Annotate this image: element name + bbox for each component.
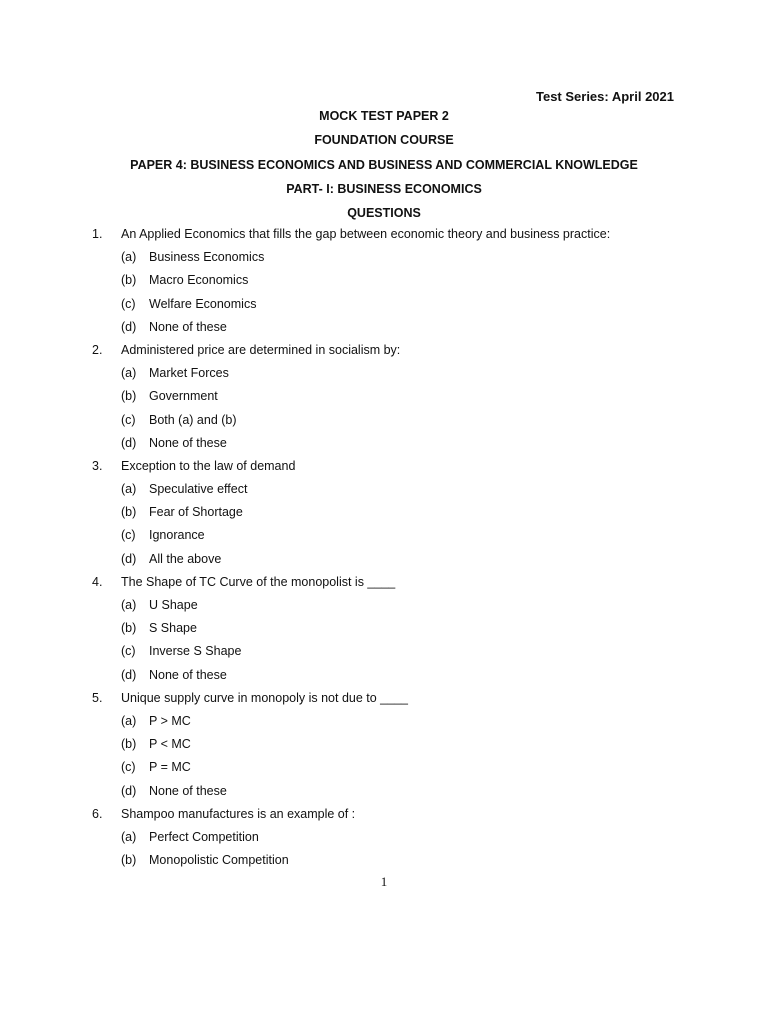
option-label: (b)	[121, 853, 137, 868]
option-label: (a)	[121, 250, 137, 265]
answer-option	[0, 620, 768, 643]
question-number: 6.	[92, 806, 103, 821]
answer-option	[0, 713, 768, 736]
answer-option	[0, 643, 768, 666]
question-text: The Shape of TC Curve of the monopolist is ____	[121, 574, 396, 589]
option-label: (d)	[121, 435, 137, 450]
question-text: An Applied Economics that fills the gap between economic theory and business practice:	[121, 227, 611, 241]
option-label: (d)	[121, 551, 137, 566]
option-label: (c)	[121, 412, 136, 427]
answer-option	[0, 783, 768, 806]
answer-option	[0, 852, 768, 875]
answer-option	[0, 365, 768, 388]
answer-option	[0, 412, 768, 435]
option-text: P = MC	[149, 760, 191, 775]
answer-option	[0, 319, 768, 342]
option-label: (c)	[121, 296, 136, 311]
paper-subject-title: PAPER 4: BUSINESS ECONOMICS AND BUSINESS AND COMMERCIAL KNOWLEDGE	[130, 157, 638, 172]
option-label: (d)	[121, 667, 137, 682]
option-text: None of these	[149, 667, 227, 682]
answer-option	[0, 272, 768, 295]
option-label: (a)	[121, 366, 137, 381]
option-text: S Shape	[149, 621, 197, 636]
answer-option	[0, 435, 768, 458]
question-list	[0, 226, 768, 875]
option-text: None of these	[149, 435, 227, 450]
option-text: P < MC	[149, 737, 191, 752]
answer-option	[0, 667, 768, 690]
question-text: Administered price are determined in socialism by:	[121, 342, 401, 357]
question-item	[0, 574, 768, 597]
option-text: Inverse S Shape	[149, 644, 242, 659]
option-text: Speculative effect	[149, 482, 248, 497]
question-number: 3.	[92, 458, 103, 473]
question-item	[0, 226, 768, 249]
option-text: None of these	[149, 319, 227, 334]
paper-title: MOCK TEST PAPER 2	[319, 109, 449, 123]
option-text: Market Forces	[149, 366, 229, 381]
answer-option	[0, 388, 768, 411]
option-label: (a)	[121, 598, 137, 612]
answer-option	[0, 759, 768, 782]
option-text: Ignorance	[149, 528, 205, 543]
answer-option	[0, 481, 768, 504]
option-label: (c)	[121, 760, 136, 775]
option-label: (b)	[121, 505, 137, 520]
option-label: (d)	[121, 783, 137, 798]
option-label: (a)	[121, 713, 137, 728]
option-label: (b)	[121, 389, 137, 404]
option-text: Business Economics	[149, 250, 265, 265]
answer-option	[0, 527, 768, 550]
page-number: 1	[380, 874, 388, 889]
answer-option	[0, 249, 768, 272]
option-label: (b)	[121, 273, 137, 288]
option-text: P > MC	[149, 713, 191, 728]
question-text: Unique supply curve in monopoly is not due to ____	[121, 690, 408, 705]
option-label: (b)	[121, 737, 137, 752]
title-block	[0, 108, 768, 229]
option-text: Monopolistic Competition	[149, 853, 289, 868]
test-series-label: Test Series: April 2021	[535, 89, 674, 104]
answer-option	[0, 829, 768, 852]
option-label: (a)	[121, 482, 137, 497]
option-text: Both (a) and (b)	[149, 412, 237, 427]
question-item	[0, 458, 768, 481]
option-text: Perfect Competition	[149, 829, 259, 844]
option-label: (d)	[121, 319, 137, 334]
option-label: (b)	[121, 621, 137, 636]
option-text: U Shape	[149, 598, 198, 612]
questions-heading: QUESTIONS	[347, 206, 421, 221]
option-text: Welfare Economics	[149, 296, 257, 311]
question-item	[0, 806, 768, 829]
answer-option	[0, 597, 768, 620]
option-text: Government	[149, 389, 218, 404]
question-item	[0, 342, 768, 365]
answer-option	[0, 504, 768, 527]
option-text: None of these	[149, 783, 227, 798]
question-number: 4.	[92, 574, 103, 589]
question-text: Exception to the law of demand	[121, 458, 296, 473]
answer-option	[0, 551, 768, 574]
question-number: 1.	[92, 227, 103, 241]
option-label: (c)	[121, 644, 136, 659]
answer-option	[0, 296, 768, 319]
option-text: Fear of Shortage	[149, 505, 243, 520]
question-item	[0, 690, 768, 713]
question-number: 5.	[92, 690, 103, 705]
option-label: (c)	[121, 528, 136, 543]
question-text: Shampoo manufactures is an example of :	[121, 806, 356, 821]
part-title: PART- I: BUSINESS ECONOMICS	[286, 181, 482, 196]
answer-option	[0, 736, 768, 759]
option-text: Macro Economics	[149, 273, 249, 288]
option-label: (a)	[121, 829, 137, 844]
course-title: FOUNDATION COURSE	[314, 133, 454, 148]
option-text: All the above	[149, 551, 222, 566]
question-number: 2.	[92, 342, 103, 357]
